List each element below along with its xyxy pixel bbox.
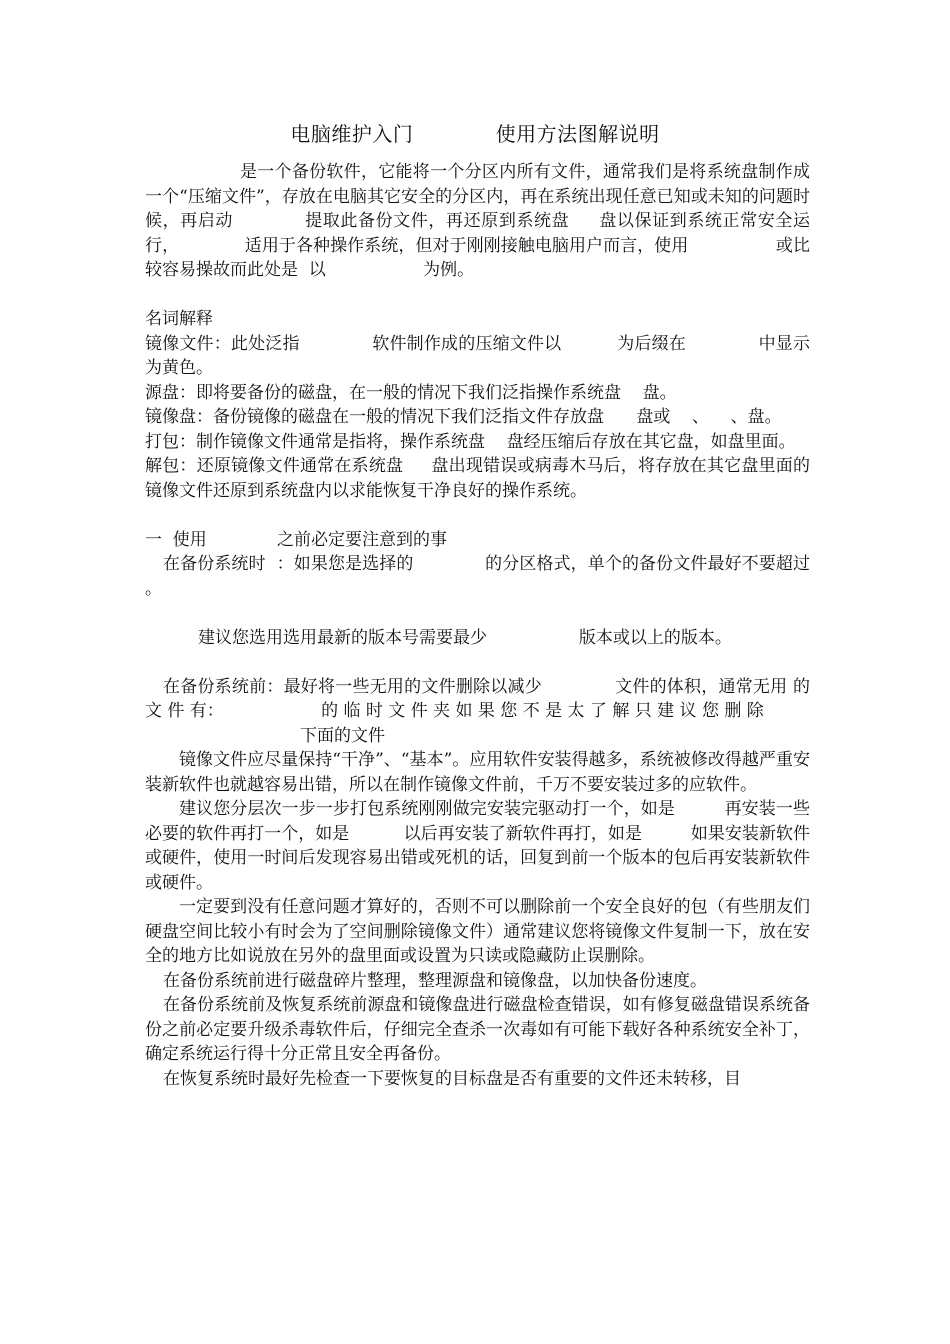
paragraph-delete-useless-files-tail: 下面的文件: [300, 725, 385, 746]
paragraph-delete-useless-files: 在备份系统前：最好将一些无用的文件删除以减少 文件的体积，通常无用 的 文 件 有： 的 临 时 文 件 夹 如 果 您 不 是 太 了 解 只 建 议 您 删 除: [145, 676, 816, 721]
glossary-heading: 名词解释: [145, 309, 213, 329]
glossary-entry-unpack: 解包：还原镜像文件通常在系统盘 盘出现错误或病毒木马后，将存放在其它盘里面的镜像文件还原到系统盘内以求能恢复干净良好的操作系统。: [145, 456, 810, 501]
paragraph-layered-backup: 建议您分层次一步一步打包系统刚刚做完安装完驱动打一个，如是 再安装一些必要的软件再打一个，如是 以后再安装了新软件再打，如是 如果安装新软件或硬件，使用一时间后发现容易出错或死机的话，回复到前一个版本的包后再安装新软件或硬件。: [145, 799, 810, 893]
paragraph-restore-check: 在恢复系统时最好先检查一下要恢复的目标盘是否有重要的文件还未转移，目: [163, 1068, 741, 1089]
glossary-entry-source-disk: 源盘：即将要备份的磁盘，在一般的情况下我们泛指操作系统盘 盘。: [145, 382, 677, 403]
glossary-entry-mirror-disk: 镜像盘：备份镜像的磁盘在一般的情况下我们泛指文件存放盘 盘或 、 、盘。: [145, 407, 782, 427]
paragraph-partition-format: 在备份系统时 ：如果您是选择的 的分区格式，单个的备份文件最好不要超过 。: [145, 554, 854, 599]
intro-paragraph: 是一个备份软件，它能将一个分区内所有文件，通常我们是将系统盘制作成一个“压缩文件”，存放在电脑其它安全的分区内，再在系统出现任意已知或未知的问题时候，再启动 提取此备份文件，再还原到系统盘 盘以保证到系统正常安全运行， 适用于各种操作系统，但对于刚刚接触电脑用户而言，使用 或比较容易操故而此处是 以 为例。: [145, 162, 810, 280]
paragraph-keep-good-image: 一定要到没有任意问题才算好的，否则不可以删除前一个安全良好的包（有些朋友们硬盘空间比较小有时会为了空间删除镜像文件）通常建议您将镜像文件复制一下，放在安全的地方比如说放在另外的盘里面或设置为只读或隐藏防止误删除。: [145, 897, 810, 966]
paragraph-keep-clean: 镜像文件应尽量保持“干净”、“基本”。应用软件安装得越多，系统被修改得越严重安装新软件也就越容易出错，所以在制作镜像文件前，千万不要安装过多的应软件。: [145, 750, 810, 795]
paragraph-defragment: 在备份系统前进行磁盘碎片整理，整理源盘和镜像盘，以加快备份速度。: [163, 970, 707, 991]
page-title: 电脑维护入门 使用方法图解说明: [290, 122, 660, 146]
spacer: [145, 283, 810, 308]
paragraph-disk-check: 在备份系统前及恢复系统前源盘和镜像盘进行磁盘检查错误，如有修复磁盘错误系统备份之前必定要升级杀毒软件后，仔细完全查杀一次毒如有可能下载好各种系统安全补丁，确定系统运行得十分正常且安全再备份。: [145, 995, 810, 1064]
glossary-entry-pack: 打包：制作镜像文件通常是指将，操作系统盘 盘经压缩后存放在其它盘，如盘里面。: [145, 431, 796, 452]
spacer: [145, 650, 810, 675]
document-body: [145, 160, 854, 1091]
spacer: [145, 601, 810, 626]
paragraph-version-advice: 建议您选用选用最新的版本号需要最少 版本或以上的版本。: [198, 627, 732, 648]
section-heading: 一 使用 之前必定要注意到的事: [145, 529, 448, 550]
spacer: [145, 503, 810, 528]
glossary-entry-mirror-file: 镜像文件：此处泛指 软件制作成的压缩文件以 为后缀在 中显示为黄色。: [145, 333, 810, 378]
